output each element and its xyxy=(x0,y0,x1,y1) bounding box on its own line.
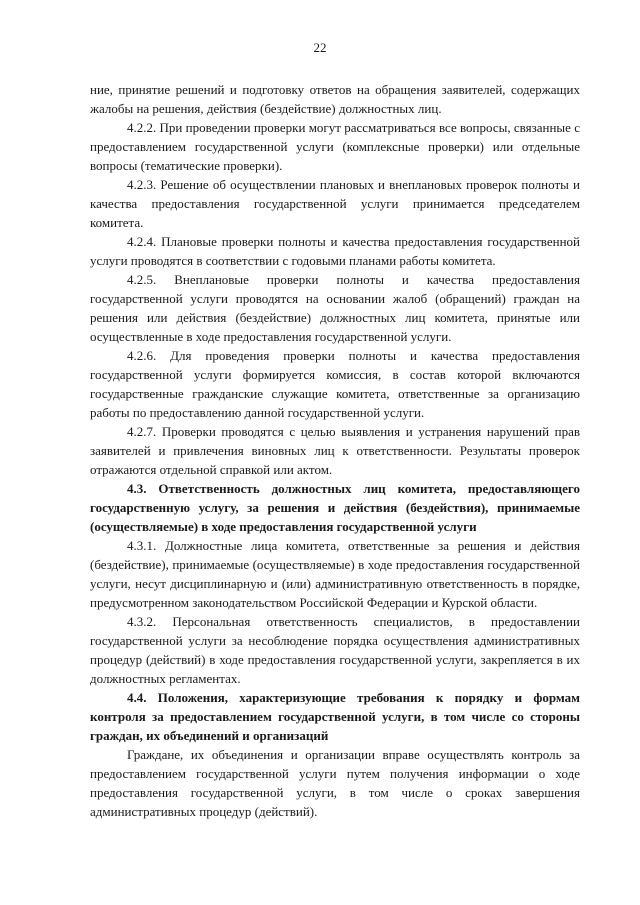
paragraph-4-2-5: 4.2.5. Внеплановые проверки полноты и качества предоставления государственной услуги проводятся на основании жалоб (обращений) граждан на решения или действия (бездействие) должностных лиц комитета, принятые или осуществленные в ходе предоставления государственной услуги. xyxy=(90,272,580,344)
document-body xyxy=(90,80,580,821)
paragraph-4-4-text: Граждане, их объединения и организации вправе осуществлять контроль за предоставлением государственной услуги путем получения информации о ходе предоставления государственной услуги, в том числе о сроках завершения административных процедур (действий). xyxy=(90,747,580,819)
paragraph-continuation: ние, принятие решений и подготовку ответов на обращения заявителей, содержащих жалобы на решения, действия (бездействие) должностных лиц. xyxy=(90,82,580,116)
section-heading-4-4: 4.4. Положения, характеризующие требования к порядку и формам контроля за предоставлением государственной услуги, в том числе со стороны граждан, их объединений и организаций xyxy=(90,690,580,743)
section-heading-4-3: 4.3. Ответственность должностных лиц комитета, предоставляющего государственную услугу, за решения и действия (бездействия), принимаемые (осуществляемые) в ходе предоставления государственной услуги xyxy=(90,481,580,534)
paragraph-4-2-6: 4.2.6. Для проведения проверки полноты и качества предоставления государственной услуги формируется комиссия, в состав которой включаются государственные гражданские служащие комитета, ответственные за организацию работы по предоставлению данной государственной услуги. xyxy=(90,348,580,420)
paragraph-4-2-3: 4.2.3. Решение об осуществлении плановых и внеплановых проверок полноты и качества предоставления государственной услуги принимается председателем комитета. xyxy=(90,177,580,230)
paragraph-4-2-2: 4.2.2. При проведении проверки могут рассматриваться все вопросы, связанные с предоставлением государственной услуги (комплексные проверки) или отдельные вопросы (тематические проверки). xyxy=(90,120,580,173)
paragraph-4-3-1: 4.3.1. Должностные лица комитета, ответственные за решения и действия (бездействие), принимаемые (осуществляемые) в ходе предоставления государственной услуги, несут дисциплинарную и (или) административную ответственность в порядке, предусмотренном законодательством Российской Федерации и Курской области. xyxy=(90,538,580,610)
page-number: 22 xyxy=(313,40,327,55)
paragraph-4-2-4: 4.2.4. Плановые проверки полноты и качества предоставления государственной услуги проводятся в соответствии с годовыми планами работы комитета. xyxy=(90,234,580,268)
paragraph-4-2-7: 4.2.7. Проверки проводятся с целью выявления и устранения нарушений прав заявителей и привлечения виновных лиц к ответственности. Результаты проверок отражаются отдельной справкой или актом. xyxy=(90,424,580,477)
paragraph-4-3-2: 4.3.2. Персональная ответственность специалистов, в предоставлении государственной услуги за несоблюдение порядка осуществления административных процедур (действий) в ходе предоставления государственной услуги, закрепляется в их должностных регламентах. xyxy=(90,614,580,686)
